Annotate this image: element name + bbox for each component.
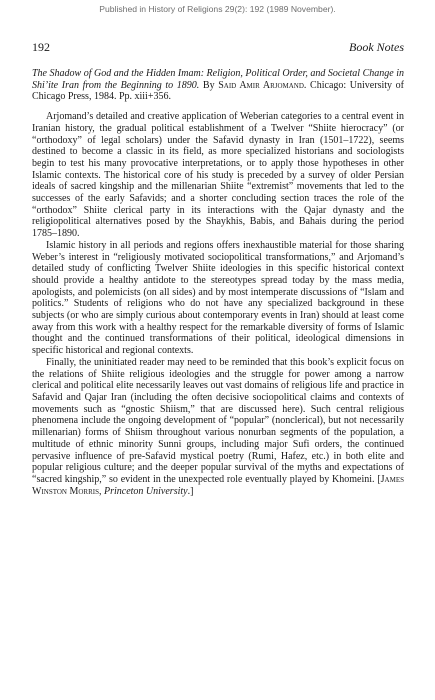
review-body: [32, 68, 404, 497]
book-citation: [32, 68, 404, 103]
review-paragraph: Islamic history in all periods and regions offers inexhaustible material for those sharing Weber’s interest in “religiously motivated sociopolitical transformations,” and Arjomand’s detailed study of conflicting Twelver Shiite ideologies in this specific historical context should provide a healthy antidote to the stereotypes spread today by the mass media, apologists, and polemicists (on all sides) and by most intemperate discussions of “Islam and politics.” Students of religions who do not have any specialized background in these subjects (or who are simply curious about contemporary events in Iran) should at least come away from this work with a healthy respect for the remarkable diversity of forms of Islamic thought and the continued transformations of their political, ideological dimensions in specific historical and regional contexts.: [32, 239, 404, 357]
closing-bracket: .]: [187, 485, 194, 497]
page-number: 192: [32, 40, 50, 54]
reviewer-affiliation: Princeton University: [104, 485, 188, 497]
page-header: [32, 40, 404, 54]
reviewer-separator: ,: [99, 485, 104, 497]
book-title: The Shadow of God and the Hidden Imam: Religion, Political Order, and Societal Change in Shi’ite Iran from the Beginning to 1890.: [32, 68, 404, 91]
final-paragraph-text: Finally, the uninitiated reader may need to be reminded that this book’s explicit focus on the relations of Shiite religious ideologies and the struggle for power among a narrow clerical and political elite necessarily leaves out vast domains of religious life and practice in Safavid and Qajar Iran (including the often decisive sociopolitical claims and contexts of movements such as “gnostic Shiism,” that are discussed here). Such central religious phenomena include the ongoing development of “popular” (nonclerical), but not necessarily millenarian) forms of Shiism throughout various nonurban segments of the population, a multitude of ethnic minority Sunni groups, including major Sufi orders, the continued pervasive influence of pre-Safavid mystical poetry (Rumi, Hafez, etc.) in both elite and popular religious culture; and the deeper popular survival of the myths and expectations of “sacred kingship,” so evident in the unexpected role eventually played by Khomeini. [: [32, 356, 404, 485]
citation-by: By: [199, 79, 219, 91]
reviewer-name: James Winston Morris: [32, 473, 404, 497]
book-author: Said Amir Arjomand: [218, 79, 304, 91]
section-title: Book Notes: [349, 40, 404, 54]
review-paragraph: Arjomand’s detailed and creative application of Weberian categories to a central event in Iranian history, the gradual political establishment of a Twelver “Shiite hierocracy” (or “orthodoxy” of legal scholars) under the Safavid dynasty in Iran (1501–1722), seems destined to become a classic in its field, as more specialized historians and sociologists begin to test his many provocative interpretations, or to apply those hypotheses in other Islamic contexts. The historical core of his study is preceded by a survey of older Persian ideals of sacred kingship and the millenarian Shiite “extremist” movements that led to the successes of the early Safavids; and a shorter concluding section traces the role of the “orthodox” Shiite clerical party in its interactions with the Qajar dynasty and the religiopolitical alternatives posed by the Shaykhis, Babis, and Bahais during the period 1785–1890.: [32, 111, 404, 240]
publication-info: . Chicago: University of Chicago Press, 1984. Pp. xiii+356.: [32, 79, 404, 103]
publication-banner: Published in History of Religions 29(2): 192 (1989 November).: [99, 4, 336, 14]
review-paragraph-final: [32, 357, 404, 497]
